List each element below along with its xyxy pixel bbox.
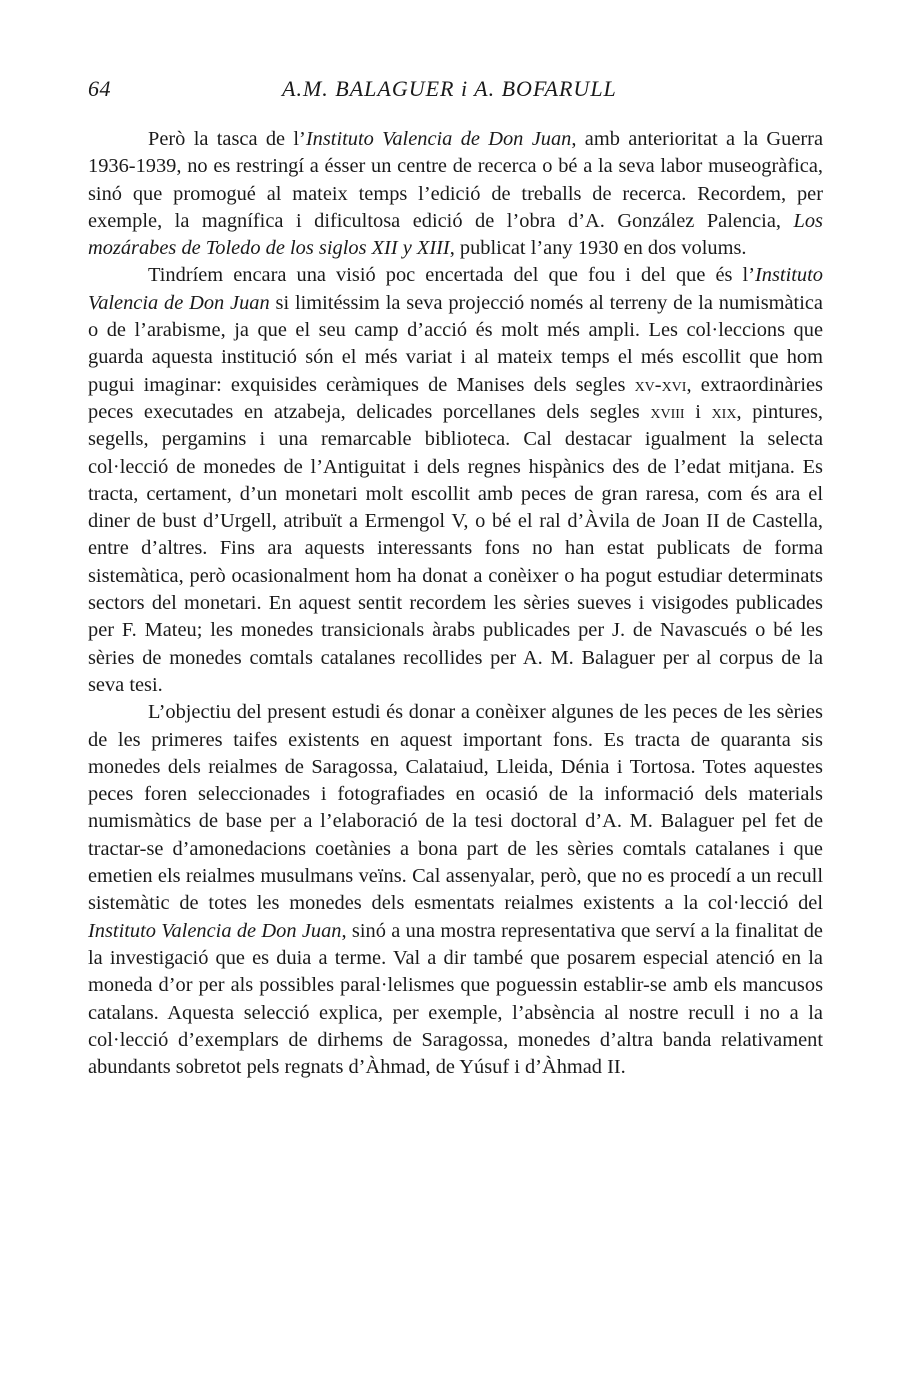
century-numeral: xix (711, 400, 737, 423)
body-text (88, 126, 823, 1081)
text-run: , sinó a una mostra representativa que serví a la finalitat de la investigació que es duia a terme. Val a dir també que posarem especial atenció en la moneda d’or per als possibles paral·lelismes que poguessin establir-se amb els mancusos catalans. Aquesta selecció explica, per exemple, l’absència al nostre recull i no a la col·lecció d’exemplars de dirhems de Saragossa, monedes d’altra banda relativament abundants sobretot pels regnats d’Àhmad, de Yúsuf i d’Àhmad II. (88, 919, 823, 1079)
text-run: , pintures, segells, pergamins i una remarcable biblioteca. Cal destacar igualment la selecta col·lecció de monedes de l’Antiguitat i dels regnes hispànics des de l’edat mitjana. Es tracta, certament, d’un monetari molt escollit amb peces de gran raresa, com és ara el diner de bust d’Urgell, atribuït a Ermengol V, o bé el ral d’Àvila de Joan II de Castella, entre d’altres. Fins ara aquests interessants fons no han estat publicats de forma sistemàtica, però ocasionalment hom ha donat a conèixer o ha pogut estudiar determinats sectors del monetari. En aquest sentit recordem les sèries sueves i visigodes publicades per F. Mateu; les monedes transicionals àrabs publicades per J. de Navascués o bé les sèries de monedes comtals catalanes recollides per A. M. Balaguer per al corpus de la seva tesi. (88, 400, 823, 696)
text-run: , extraordinàries peces executades en atzabeja, delicades porcellanes dels segles (88, 373, 823, 423)
paragraph (88, 126, 823, 262)
italic-title: Instituto Valencia de Don Juan (88, 919, 342, 942)
running-head-authors: A.M. BALAGUER i A. BOFARULL (282, 76, 617, 101)
text-run: , publicat l’any 1930 en dos volums. (449, 237, 747, 260)
century-numeral: xviii (650, 400, 685, 423)
running-head (88, 76, 828, 110)
paragraph (88, 699, 823, 1081)
text-run: i (684, 400, 712, 423)
text-run: si limitéssim la seva projecció només al terreny de la numismàtica o de l’arabisme, ja que el seu camp d’acció és molt més ampli. Les col·leccions que guarda aquesta institució són el més variat i al mateix temps el més escollit que hom pugui imaginar: exquisides ceràmiques de Manises dels segles (88, 291, 823, 396)
paragraph (88, 262, 823, 699)
italic-title: Los mozárabes de Toledo de los siglos XII y XIII (88, 209, 823, 260)
page-number: 64 (88, 76, 111, 101)
text-run: Però la tasca de l’ (148, 128, 306, 150)
century-numeral: xv-xvi (634, 373, 687, 396)
italic-title: Instituto Valencia de Don Juan (88, 264, 823, 314)
text-run: L’objectiu del present estudi és donar a conèixer algunes de les peces de les sèries de les primeres taifes existents en aquest important fons. Es tracta de quaranta sis monedes dels reialmes de Saragossa, Calataiud, Lleida, Dénia i Tortosa. Totes aquestes peces foren seleccionades i fotografiades en ocasió de la informació dels materials numismàtics de base per a l’elaboració de la tesi doctoral d’A. M. Balaguer pel fet de tractar-se d’amonedacions coetànies a bona part de les sèries comtals catalanes i que emetien els reialmes musulmans veïns. Cal assenyalar, però, que no es procedí a un recull sistemàtic de totes les monedes dels esmentats reialmes existents a la col·lecció del (88, 701, 823, 915)
text-run: Tindríem encara una visió poc encertada del que fou i del que és l’ (148, 264, 756, 287)
text-run: , amb anterioritat a la Guerra 1936-1939, no es restringí a ésser un centre de recerca o bé a la seva labor museogràfica, sinó que promogué al mateix temps l’edició de treballs de recerca. Recordem, per exemple, la magnífica i dificultosa edició de l’obra d’A. González Palencia, (88, 128, 824, 232)
italic-title: Instituto Valencia de Don Juan (305, 128, 572, 150)
